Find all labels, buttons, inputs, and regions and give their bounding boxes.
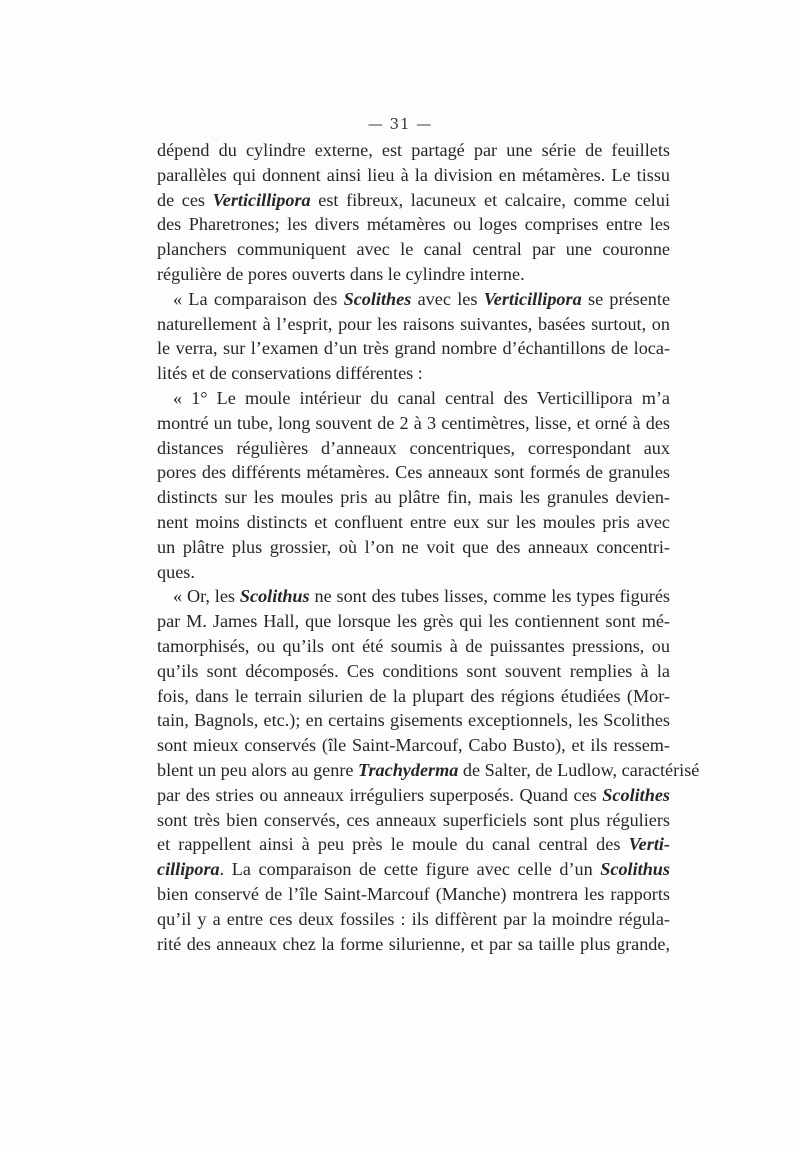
- text-run: parallèles qui donnent ainsi lieu à la division en métamères. Le tissu: [157, 164, 670, 185]
- text-line: [157, 336, 670, 361]
- text-line: [157, 708, 670, 733]
- italic-term: cillipora: [157, 859, 220, 880]
- text-run: se présente: [581, 288, 671, 309]
- text-run: . La comparaison de cette figure avec celle d’un: [219, 859, 601, 880]
- text-line: [157, 857, 670, 882]
- italic-term: Scolithus: [600, 859, 670, 880]
- text-run: par M. James Hall, que lorsque les grès qui les contiennent sont mé-: [157, 611, 670, 632]
- text-line: [157, 262, 670, 287]
- text-run: de ces: [157, 189, 213, 210]
- text-run: qu’ils sont décomposés. Ces conditions sont souvent remplies à la: [157, 660, 670, 681]
- text-run: tain, Bagnols, etc.); en certains gisements exceptionnels, les Scolithes: [157, 710, 670, 731]
- text-line: [157, 411, 670, 436]
- text-run: lités et de conservations différentes :: [157, 363, 423, 384]
- italic-term: Scolithes: [602, 784, 670, 805]
- text-line: [157, 584, 670, 609]
- text-line: [157, 188, 670, 213]
- text-run: « 1° Le moule intérieur du canal central des Verticillipora m’a: [173, 387, 670, 408]
- italic-term: Scolithes: [343, 288, 412, 309]
- text-line: [157, 361, 670, 386]
- text-run: est fibreux, lacuneux et calcaire, comme celui: [310, 189, 670, 210]
- text-line: [157, 535, 670, 560]
- text-run: blent un peu alors au genre: [157, 759, 359, 780]
- text-line: [157, 386, 670, 411]
- text-run: fois, dans le terrain silurien de la plupart des régions étudiées (Mor-: [157, 685, 670, 706]
- text-run: sont mieux conservés (île Saint-Marcouf, Cabo Busto), et ils ressem-: [157, 735, 670, 756]
- text-run: qu’il y a entre ces deux fossiles : ils diffèrent par la moindre régula-: [157, 908, 670, 929]
- text-run: distances régulières d’anneaux concentriques, correspondant aux: [157, 437, 670, 458]
- text-run: sont très bien conservés, ces anneaux superficiels sont plus réguliers: [157, 809, 670, 830]
- text-run: naturellement à l’esprit, pour les raisons suivantes, basées surtout, on: [157, 313, 670, 334]
- italic-term: Scolithus: [239, 586, 310, 607]
- italic-term: Verticillipora: [212, 189, 311, 210]
- text-run: pores des différents métamères. Ces anneaux sont formés de granules: [157, 462, 670, 483]
- text-run: « La comparaison des: [173, 288, 344, 309]
- italic-term: Verti-: [628, 834, 670, 855]
- text-line: [157, 212, 670, 237]
- text-run: un plâtre plus grossier, où l’on ne voit que des anneaux concentri-: [157, 536, 670, 557]
- text-line: [157, 237, 670, 262]
- text-line: [157, 733, 670, 758]
- text-line: [157, 138, 670, 163]
- text-line: [157, 163, 670, 188]
- text-run: des Pharetrones; les divers métamères ou loges comprises entre les: [157, 214, 670, 235]
- page-number: [0, 115, 800, 133]
- italic-term: Verticillipora: [483, 288, 582, 309]
- text-run: avec les: [411, 288, 484, 309]
- text-line: [157, 783, 670, 808]
- body-text: [157, 138, 700, 956]
- text-run: tamorphisés, ou qu’ils ont été soumis à de puissantes pressions, ou: [157, 635, 670, 656]
- text-run: montré un tube, long souvent de 2 à 3 centimètres, lisse, et orné à des: [157, 412, 670, 433]
- text-line: [157, 436, 670, 461]
- text-line: [157, 609, 670, 634]
- text-line: [157, 659, 670, 684]
- text-run: « Or, les: [173, 586, 240, 607]
- text-run: bien conservé de l’île Saint-Marcouf (Manche) montrera les rapports: [157, 883, 670, 904]
- text-run: ne sont des tubes lisses, comme les types figurés: [309, 586, 670, 607]
- text-run: nent moins distincts et confluent entre eux sur les moules pris avec: [157, 511, 670, 532]
- text-line: [157, 510, 670, 535]
- text-run: ques.: [157, 561, 195, 582]
- text-line: [157, 758, 700, 783]
- text-line: [157, 932, 670, 957]
- text-line: [157, 287, 670, 312]
- text-line: [157, 485, 670, 510]
- text-line: [157, 312, 670, 337]
- text-line: [157, 560, 670, 585]
- text-run: et rappellent ainsi à peu près le moule du canal central des: [157, 834, 629, 855]
- text-line: [157, 460, 670, 485]
- page-number-text: — 31 —: [367, 115, 433, 133]
- text-run: dépend du cylindre externe, est partagé par une série de feuillets: [157, 140, 670, 160]
- text-line: [157, 634, 670, 659]
- text-line: [157, 832, 670, 857]
- text-run: planchers communiquent avec le canal central par une couronne: [157, 239, 670, 260]
- text-line: [157, 882, 670, 907]
- italic-term: Trachyderma: [358, 759, 459, 780]
- text-line: [157, 684, 670, 709]
- text-run: le verra, sur l’examen d’un très grand nombre d’échantillons de loca-: [157, 338, 670, 359]
- text-line: [157, 907, 670, 932]
- text-run: par des stries ou anneaux irréguliers superposés. Quand ces: [157, 784, 603, 805]
- text-run: rité des anneaux chez la forme silurienne, et par sa taille plus grande,: [157, 933, 670, 954]
- text-line: [157, 808, 670, 833]
- text-run: régulière de pores ouverts dans le cylindre interne.: [157, 263, 525, 284]
- text-run: de Salter, de Ludlow, caractérisé: [458, 759, 700, 780]
- text-run: distincts sur les moules pris au plâtre fin, mais les granules devien-: [157, 487, 670, 508]
